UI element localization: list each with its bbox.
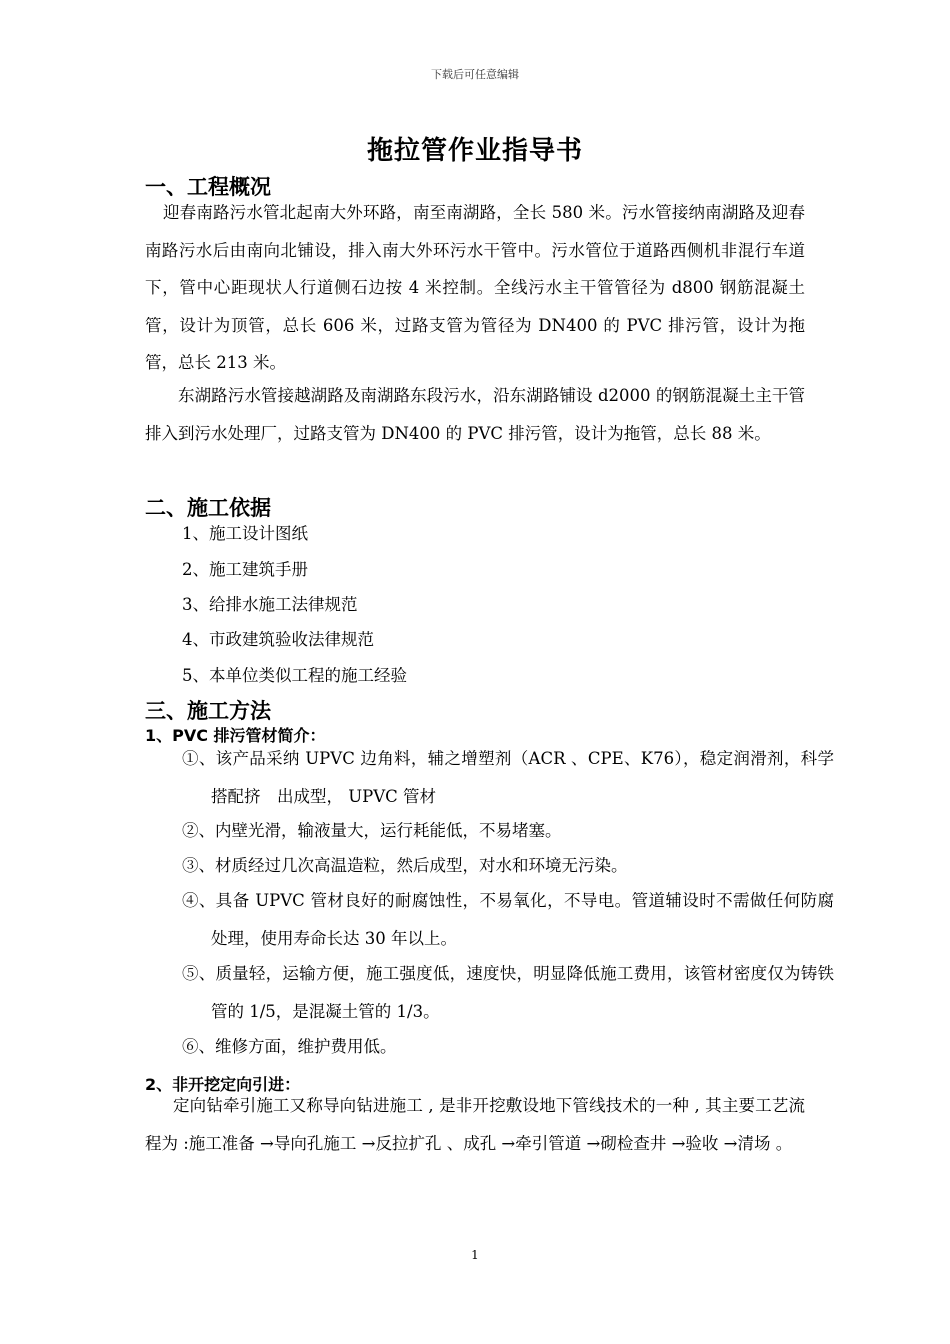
- section3-heading: 三、施工方法: [145, 699, 271, 723]
- pvc-feature-item: ⑤、质量轻，运输方便，施工强度低，速度快，明显降低施工费用，该管材密度仅为铸铁管的 1/5，是混凝土管的 1/3。: [182, 964, 834, 1021]
- pvc-feature-item: ④、具备 UPVC 管材良好的耐腐蚀性，不易氧化，不导电。管道辅设时不需做任何防腐处理，使用寿命长达 30 年以上。: [182, 891, 834, 948]
- section1-paragraph-1: 迎春南路污水管北起南大外环路，南至南湖路，全长 580 米。污水管接纳南湖路及迎春南路污水后由南向北铺设，排入南大外环污水干管中。污水管位于道路西侧机非混行车道下，管中心距现状人行道侧石边按 4 米控制。全线污水主干管管径为 d800 钢筋混凝土管，设计为顶管，总长 606 米，过路支管为管径为 DN400 的 PVC 排污管，设计为拖管，总长 213 米。: [145, 203, 805, 372]
- section1-paragraph-2: 东湖路污水管接越湖路及南湖路东段污水，沿东湖路铺设 d2000 的钢筋混凝土主干管排入到污水处理厂，过路支管为 DN400 的 PVC 排污管，设计为拖管，总长 88 米。: [145, 386, 805, 443]
- basis-item: 3、给排水施工法律规范: [182, 595, 358, 614]
- subsection2-heading: 2、非开挖定向引进：: [145, 1075, 301, 1094]
- subsection2-paragraph: 定向钻牵引施工又称导向钻进施工 , 是非开挖敷设地下管线技术的一种 , 其主要工艺流程为 :施工准备 →导向孔施工 →反拉扩孔 、成孔 →牵引管道 →砌检查井 →验收 →清场 。: [145, 1096, 805, 1153]
- pvc-feature-item: ②、内壁光滑，输液量大，运行耗能低，不易堵塞。: [182, 821, 562, 840]
- basis-item: 1、施工设计图纸: [182, 524, 308, 543]
- document-title: 拖拉管作业指导书: [366, 136, 583, 166]
- page-header-note: 下载后可任意编辑: [431, 68, 519, 81]
- basis-item: 4、市政建筑验收法律规范: [182, 630, 374, 649]
- basis-item: 5、本单位类似工程的施工经验: [182, 666, 407, 685]
- pvc-feature-item: ⑥、维修方面，维护费用低。: [182, 1037, 397, 1056]
- pvc-feature-item: ③、材质经过几次高温造粒，然后成型，对水和环境无污染。: [182, 856, 628, 875]
- subsection1-heading: 1、PVC 排污管材简介：: [145, 726, 326, 745]
- section2-heading: 二、施工依据: [145, 496, 271, 520]
- pvc-feature-item: ①、该产品采纳 UPVC 边角料，辅之增塑剂（ACR 、CPE、K76），稳定润滑剂，科学搭配挤 出成型， UPVC 管材: [182, 749, 834, 806]
- basis-item: 2、施工建筑手册: [182, 560, 308, 579]
- section1-heading: 一、工程概况: [145, 175, 271, 199]
- page-number: 1: [471, 1248, 479, 1262]
